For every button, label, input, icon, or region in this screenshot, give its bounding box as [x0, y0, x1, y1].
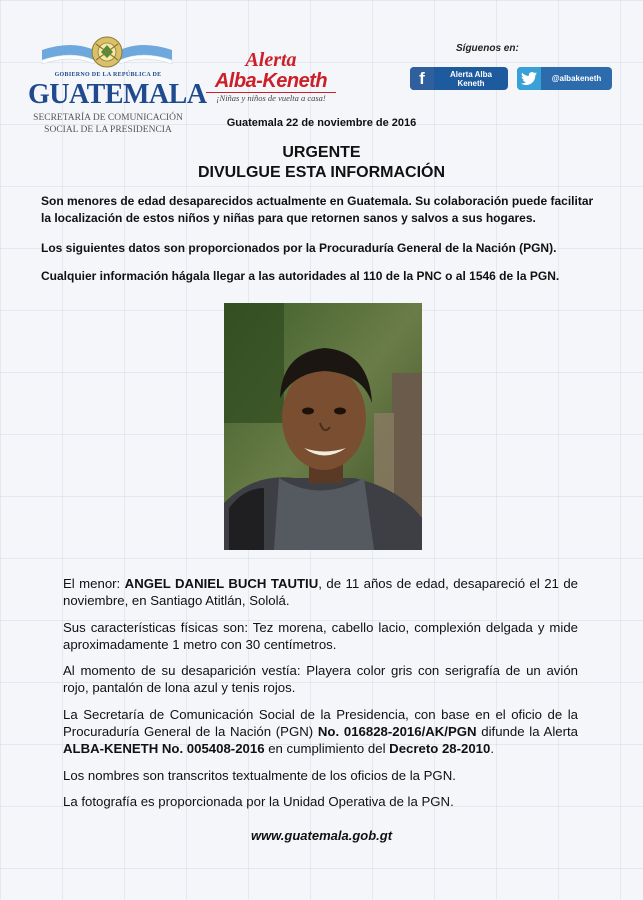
twitter-button[interactable] [517, 67, 612, 90]
details-paragraph-5: Los nombres son transcritos textualmente de los oficios de la PGN. [63, 768, 456, 783]
missing-child-photo [224, 303, 422, 550]
facebook-label-line1: Alerta Alba [450, 69, 492, 79]
legal-text-a: La Secretaría de Comunicación Social de la Presidencia, con base en el oficio de la Procuraduría General de la Nación (PGN) [63, 707, 578, 739]
intro-paragraph-2: Los siguientes datos son proporcionados por la Procuraduría General de la Nación (PGN). [41, 241, 557, 255]
alert-number: ALBA-KENETH No. 005408-2016 [63, 741, 265, 756]
gov-logo-name: GUATEMALA [28, 79, 207, 110]
coat-of-arms-flag-icon [32, 34, 182, 74]
website-link[interactable]: www.guatemala.gob.gt [250, 828, 393, 843]
secretariat-line1: SECRETARÍA DE COMUNICACIÓN [33, 113, 183, 123]
details-paragraph-1 [63, 575, 578, 609]
details-paragraph-4 [63, 706, 578, 757]
details-paragraph-2: Sus características físicas son: Tez morena, cabello lacio, complexión delgada y mide aproximadamente 1 metro con 30 centímetros. [63, 620, 578, 652]
details-paragraph-6: La fotografía es proporcionada por la Unidad Operativa de la PGN. [63, 794, 454, 809]
alba-keneth-logo [206, 50, 336, 110]
government-logo [28, 22, 207, 135]
alert-logo-word2: Alba-Keneth [214, 70, 328, 92]
intro-paragraph-1: Son menores de edad desaparecidos actualmente en Guatemala. Su colaboración puede facilitar la localización de estos niños y niñas para que retornen sanos y salvos a sus hogares. [41, 194, 594, 225]
publication-date: Guatemala 22 de noviembre de 2016 [226, 117, 417, 129]
headline-line2: DIVULGUE ESTA INFORMACIÓN [197, 164, 446, 181]
facebook-icon: f [410, 67, 434, 90]
legal-text-e: en cumplimiento del [264, 741, 386, 756]
details-paragraph-3: Al momento de su desaparición vestía: Playera color gris con serigrafía de un avión rojo, pantalón de lona azul y tenis rojos. [63, 663, 578, 695]
intro-paragraph-3: Cualquier información hágala llegar a las autoridades al 110 de la PNC o al 1546 de la PGN. [41, 269, 560, 283]
gov-logo-small-text: GOBIERNO DE LA REPÚBLICA DE [54, 72, 162, 78]
legal-text-g: . [490, 741, 495, 756]
legal-text-c: difunde la Alerta [476, 724, 579, 739]
twitter-label: @albakeneth [551, 74, 602, 83]
pgn-reference: No. 016828-2016/AK/PGN [317, 724, 477, 739]
minor-name: ANGEL DANIEL BUCH TAUTIU [124, 576, 319, 591]
alert-logo-tagline: ¡Niñas y niños de vuelta a casa! [206, 92, 336, 104]
headline [0, 143, 643, 183]
headline-line1: URGENTE [282, 144, 361, 161]
facebook-label [434, 70, 508, 88]
facebook-button[interactable] [410, 67, 508, 90]
decree-reference: Decreto 28-2010 [389, 741, 491, 756]
follow-us-label: Síguenos en: [456, 43, 519, 54]
minor-details: , de 11 años de edad, desapareció el 21 de noviembre, en Santiago Atitlán, Sololá. [63, 576, 579, 608]
facebook-label-line2: Keneth [457, 78, 485, 88]
minor-label: El menor: [63, 576, 121, 591]
alert-logo-word1: Alerta [245, 49, 297, 71]
secretariat-line2: SOCIAL DE LA PRESIDENCIA [44, 125, 172, 135]
twitter-icon [517, 67, 541, 90]
